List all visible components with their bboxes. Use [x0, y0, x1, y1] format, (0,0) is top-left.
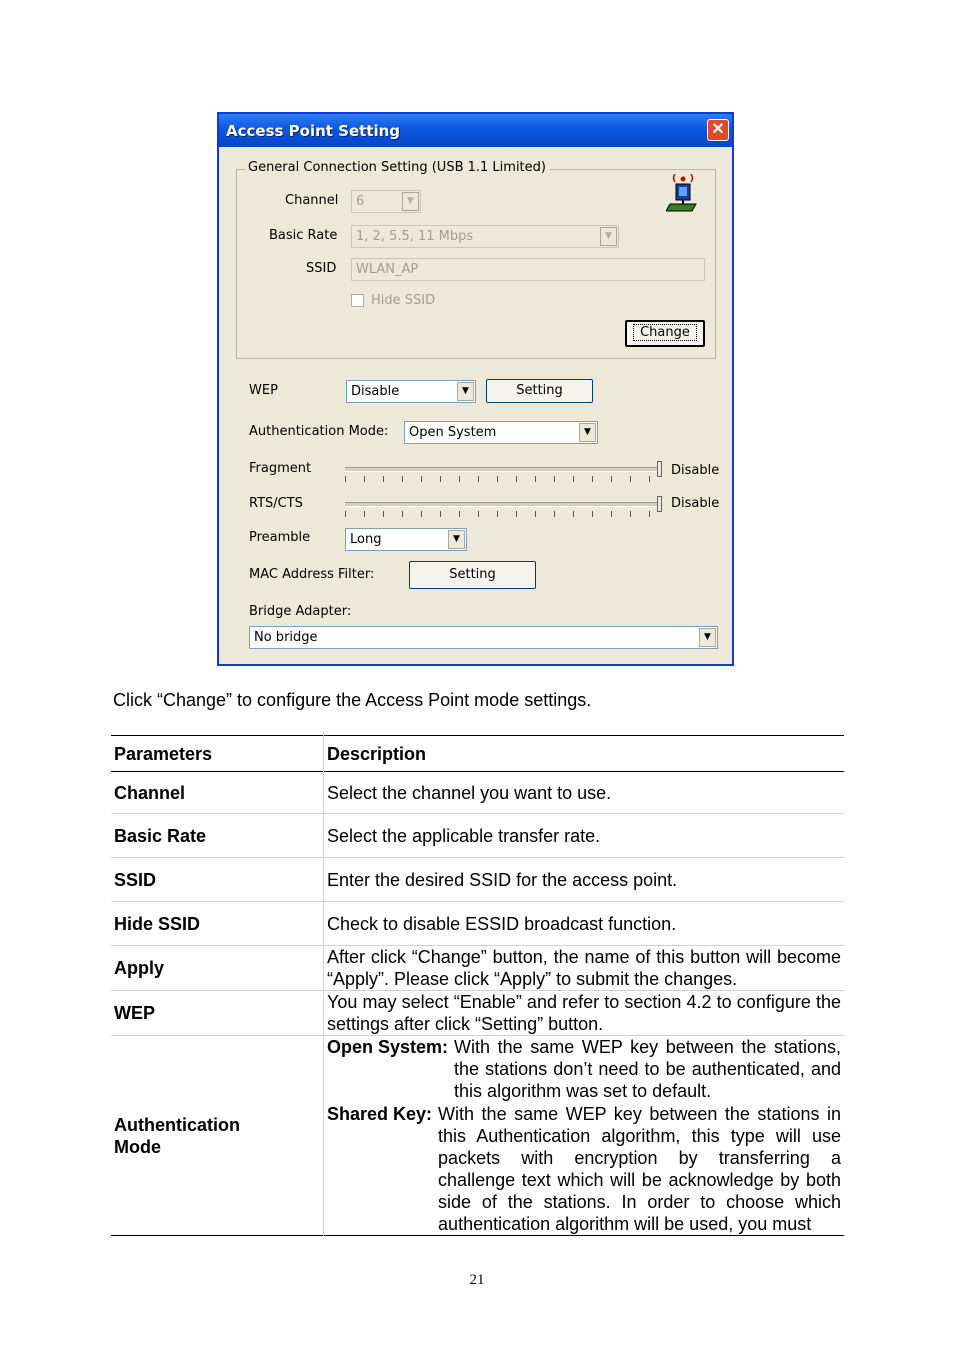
wep-value: Disable [351, 384, 400, 399]
wep-label: WEP [249, 383, 278, 398]
preamble-select[interactable] [345, 528, 467, 551]
ssid-input[interactable] [351, 258, 705, 281]
change-button[interactable] [625, 320, 705, 347]
rts-cts-slider-track[interactable] [345, 502, 659, 507]
fragment-value: Disable [671, 463, 720, 478]
chevron-down-icon: ▼ [448, 530, 465, 549]
dialog-title: Access Point Setting [226, 122, 401, 140]
bridge-adapter-label: Bridge Adapter: [249, 604, 352, 619]
general-group-title: General Connection Setting (USB 1.1 Limited) [245, 160, 549, 175]
header-description: Description [327, 743, 427, 764]
chevron-down-icon: ▼ [579, 423, 596, 442]
preamble-label: Preamble [249, 530, 311, 545]
desc-cell: After click “Change” button, the name of this button will become “Apply”. Please click “Apply” to submit the changes. [327, 947, 841, 989]
parameters-table [111, 735, 844, 1236]
rts-cts-slider-ticks [345, 511, 659, 517]
wep-setting-button[interactable]: Setting [486, 379, 593, 403]
auth-mode-label: Authentication Mode: [249, 424, 389, 439]
param-cell: Authentication Mode [111, 1036, 324, 1236]
rts-cts-value: Disable [671, 496, 720, 511]
basic-rate-select[interactable] [351, 225, 619, 248]
chevron-down-icon: ▼ [699, 628, 716, 647]
basic-rate-label: Basic Rate [269, 228, 338, 243]
param-cell: WEP [111, 991, 324, 1036]
desc-cell [324, 1036, 845, 1236]
chevron-down-icon: ▼ [457, 382, 474, 401]
table-row [111, 858, 844, 902]
fragment-slider-ticks [345, 476, 659, 482]
fragment-slider-thumb[interactable] [657, 461, 662, 477]
desc-cell: Check to disable ESSID broadcast function. [327, 913, 677, 934]
bridge-adapter-select[interactable] [249, 626, 718, 649]
chevron-down-icon: ▼ [600, 227, 617, 246]
close-icon[interactable]: ✕ [707, 119, 729, 141]
table-row [111, 946, 844, 991]
auth-mode-select[interactable] [404, 421, 598, 444]
shared-key-text: With the same WEP key between the stations in this Authentication algorithm, this type will use packets with encryption by transferring a challenge text which will be acknowledge by both side of the stations. In order to choose which authentication algorithm will be used, you must [438, 1104, 841, 1234]
ssid-label: SSID [306, 261, 337, 276]
title-bar[interactable] [219, 114, 732, 147]
table-row [111, 1036, 844, 1236]
table-header-row [111, 736, 844, 772]
preamble-value: Long [350, 532, 382, 547]
hide-ssid-checkbox[interactable] [351, 294, 364, 307]
channel-label: Channel [285, 193, 339, 208]
shared-key-item [327, 1103, 841, 1235]
desc-cell: Enter the desired SSID for the access point. [327, 869, 678, 890]
wep-select[interactable] [346, 380, 476, 403]
wireless-ap-icon [666, 174, 702, 214]
fragment-slider-track[interactable] [345, 467, 659, 472]
ssid-value: WLAN_AP [356, 262, 419, 277]
channel-select[interactable] [351, 190, 421, 213]
access-point-setting-dialog [217, 112, 734, 666]
param-cell: Apply [111, 946, 324, 991]
change-button-label: Change [633, 324, 697, 341]
open-system-label: Open System: [327, 1037, 449, 1057]
fragment-label: Fragment [249, 461, 312, 476]
header-parameters: Parameters [111, 736, 324, 772]
table-row [111, 991, 844, 1036]
page-number: 21 [469, 1272, 485, 1288]
desc-cell: Select the channel you want to use. [327, 782, 612, 803]
rts-cts-label: RTS/CTS [249, 496, 303, 511]
bridge-adapter-value: No bridge [254, 630, 318, 645]
table-row [111, 772, 844, 814]
chevron-down-icon: ▼ [402, 192, 419, 211]
mac-filter-setting-button[interactable]: Setting [409, 561, 536, 589]
param-cell: SSID [111, 858, 324, 902]
mac-filter-label: MAC Address Filter: [249, 567, 375, 582]
shared-key-label: Shared Key: [327, 1104, 433, 1124]
intro-paragraph: Click “Change” to configure the Access Point mode settings. [113, 690, 592, 710]
param-cell: Channel [111, 772, 324, 814]
open-system-item [327, 1036, 841, 1102]
table-row [111, 814, 844, 858]
param-cell: Basic Rate [111, 814, 324, 858]
desc-cell: Select the applicable transfer rate. [327, 825, 601, 846]
basic-rate-value: 1, 2, 5.5, 11 Mbps [356, 229, 474, 244]
channel-value: 6 [356, 194, 365, 209]
param-cell: Hide SSID [111, 902, 324, 946]
rts-cts-slider-thumb[interactable] [657, 496, 662, 512]
open-system-text: With the same WEP key between the stations, the stations don’t need to be authenticated, and this algorithm was set to default. [454, 1037, 841, 1101]
table-row [111, 902, 844, 946]
hide-ssid-label: Hide SSID [371, 293, 436, 308]
auth-mode-value: Open System [409, 425, 497, 440]
desc-cell: You may select “Enable” and refer to section 4.2 to configure the settings after click “Setting” button. [327, 992, 841, 1034]
